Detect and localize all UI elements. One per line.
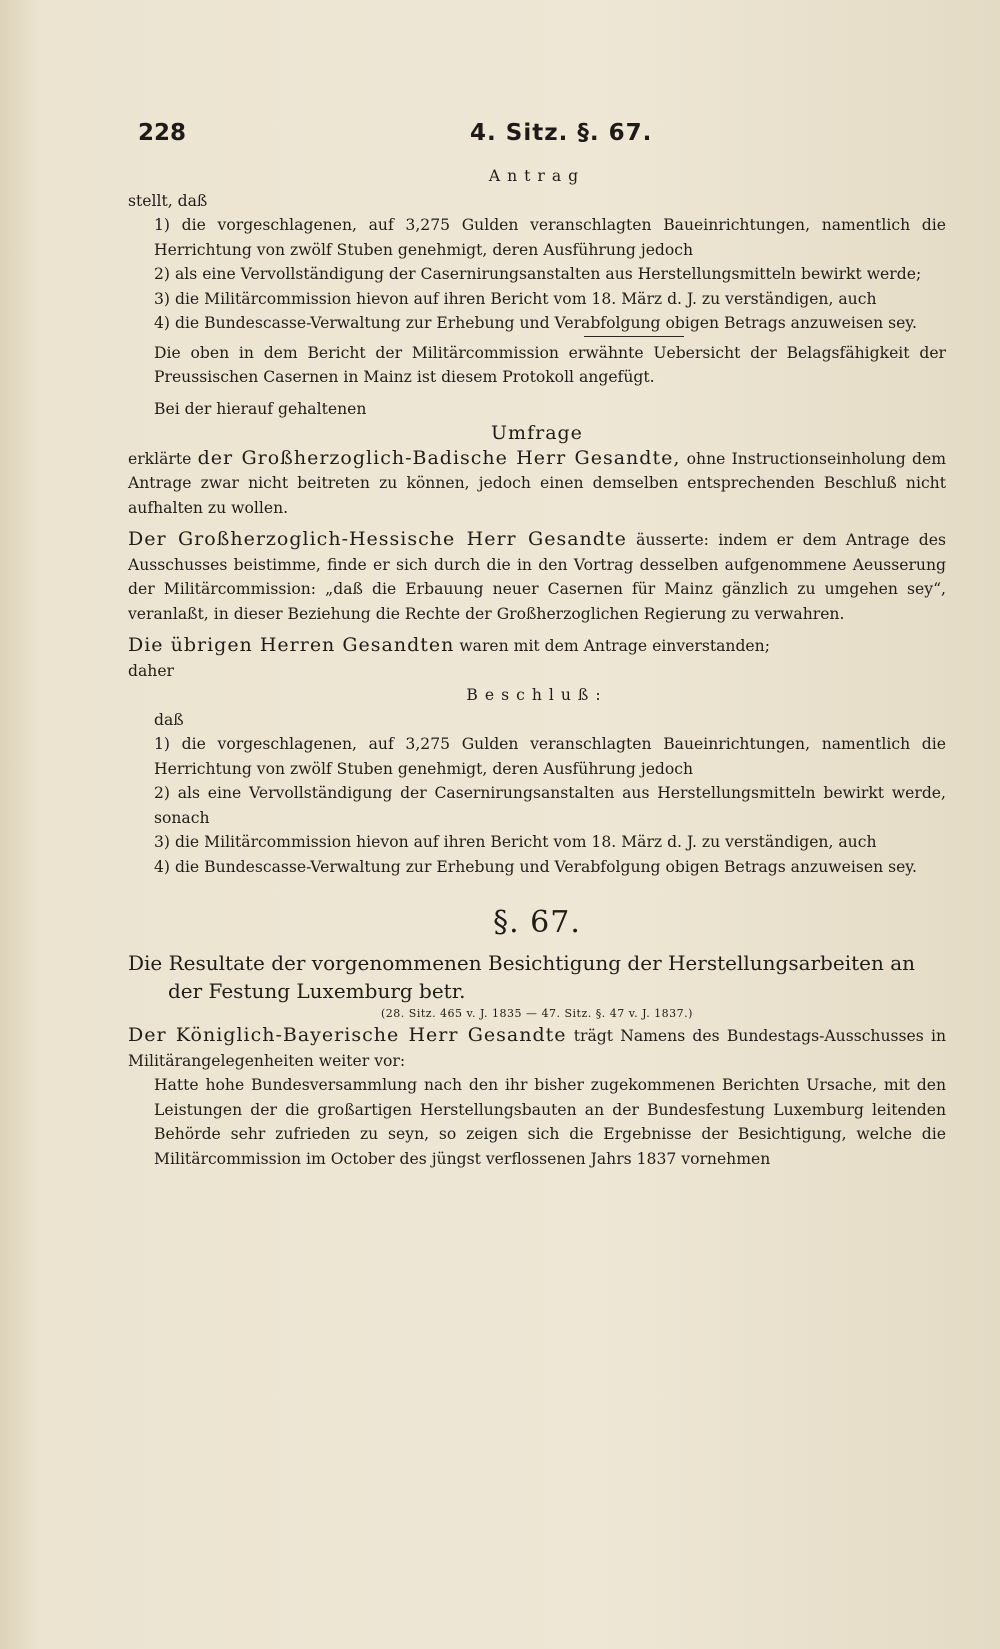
beschluss-heading: Beschluß: [466,686,608,704]
hessen-statement [128,527,946,626]
baden-lead: erklärte [128,449,192,468]
note-paragraph: Die oben in dem Bericht der Militärcommission erwähnte Uebersicht der Belagsfähigkeit der Preussischen Casernen in Mainz ist diesem Protokoll angefügt. [154,343,946,386]
umfrage-heading: Umfrage [491,422,583,444]
page-body [128,164,946,1171]
baden-envoy: der Großherzoglich-Badische Herr Gesandte, [197,446,681,469]
daher-word: daher [128,661,175,680]
running-header [0,120,1000,156]
hessen-text: äusserte: indem er dem Antrage des Ausschusses beistimme, finde er sich durch die in den Vortrag desselben aufgenommene Aeusserung der Militärcommission: „daß die Erbauung neuer Casernen für Mainz gänzlich zu umgehen sey“, veranlaßt, in dieser Beziehung die Rechte der Großherzoglichen Regierung zu verwahren. [128,531,947,623]
antrag-heading: Antrag [488,167,586,185]
antrag-item: 2) als eine Vervollständigung der Casernirungsanstalten aus Herstellungsmitteln bewirkt werde; [154,265,922,283]
baden-statement [128,446,946,521]
others-envoy: Die übrigen Herren Gesandten [128,634,455,656]
bayern-envoy: Der Königlich-Bayerische Herr Gesandte [128,1024,567,1046]
beschluss-item: 2) als eine Vervollständigung der Casernirungsanstalten aus Herstellungsmitteln bewirkt werde, sonach [154,784,946,827]
bayern-text: trägt Namens des Bundestags-Ausschusses in Militärangelegenheiten weiter vor: [128,1027,946,1070]
antrag-item: 1) die vorgeschlagenen, auf 3,275 Gulden veranschlagten Baueinrichtungen, namentlich die Herrichtung von zwölf Stuben genehmigt, deren Ausführung jedoch [154,216,946,259]
beschluss-intro: daß [154,710,184,729]
antrag-item: 3) die Militärcommission hievon auf ihren Bericht vom 18. März d. J. zu verständigen, auch [154,289,877,308]
page-number: 228 [138,120,187,146]
section-number: §. 67. [493,905,581,940]
antrag-list [128,213,946,336]
session-reference: 4. Sitz. §. 67. [470,120,653,146]
antrag-item: 4) die Bundescasse-Verwaltung zur Erhebung und Verabfolgung obigen Betrags anzuweisen sey. [154,314,917,332]
beschluss-item: 3) die Militärcommission hievon auf ihren Bericht vom 18. März d. J. zu verständigen, auch [154,833,877,851]
section-title: Die Resultate der vorgenommenen Besichtigung der Herstellungsarbeiten an der Festung Luxemburg betr. [128,951,916,1003]
section-citation: (28. Sitz. 465 v. J. 1835 — 47. Sitz. §. 47 v. J. 1837.) [381,1007,693,1020]
others-text: waren mit dem Antrage einverstanden; [459,637,770,655]
beschluss-item: 4) die Bundescasse-Verwaltung zur Erhebung und Verabfolgung obigen Betrags anzuweisen sey. [154,857,917,876]
beschluss-list [128,732,946,879]
beschluss-item: 1) die vorgeschlagenen, auf 3,275 Gulden veranschlagten Baueinrichtungen, namentlich die Herrichtung von zwölf Stuben genehmigt, deren Ausführung jedoch [154,735,946,778]
divider-rule [584,336,684,337]
hessen-envoy: Der Großherzoglich-Hessische Herr Gesandte [128,528,627,550]
antrag-intro: stellt, daß [128,191,208,210]
others-statement [128,633,946,659]
umfrage-intro: Bei der hierauf gehaltenen [154,399,367,418]
baden-text: ohne Instructionseinholung dem Antrage zwar nicht beitreten zu können, jedoch einen demselben entsprechenden Beschluß nicht aufhalten zu wollen. [128,449,946,517]
bayern-statement [128,1023,946,1073]
final-paragraph: Hatte hohe Bundesversammlung nach den ihr bisher zugekommenen Berichten Ursache, mit den Leistungen der die großartigen Herstellungsbauten an der Bundesfestung Luxemburg leitenden Behörde sehr zufrieden zu seyn, so zeigen sich die Ergebnisse der Besichtigung, welche die Militärcommission im October des jüngst verflossenen Jahrs 1837 vornehmen [154,1076,946,1168]
